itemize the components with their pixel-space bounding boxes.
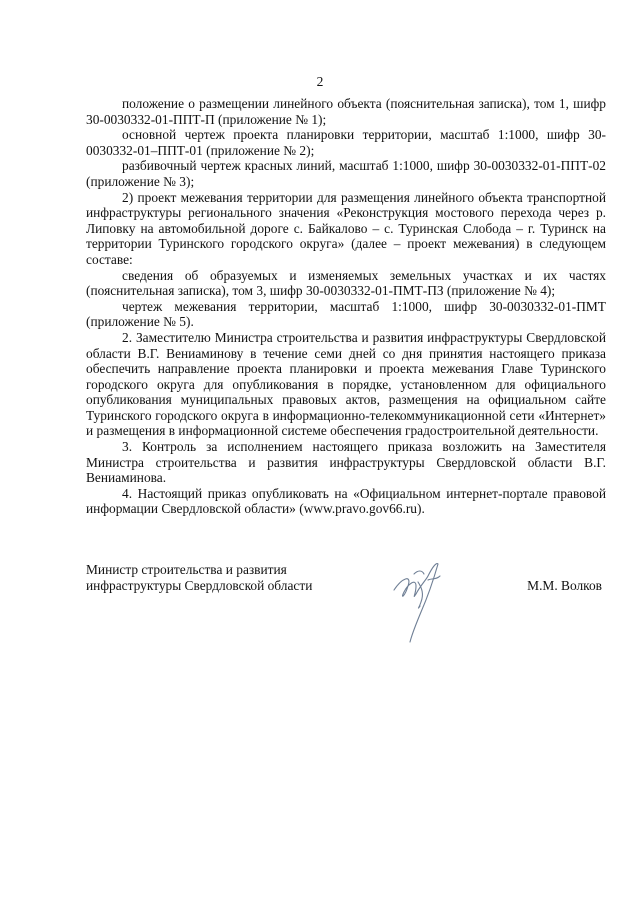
signature-block bbox=[86, 562, 606, 652]
paragraph: чертеж межевания территории, масштаб 1:1000, шифр 30-0030332-01-ПМТ (приложение № 5). bbox=[86, 298, 606, 330]
paragraph: разбивочный чертеж красных линий, масштаб 1:1000, шифр 30-0030332-01-ППТ-02 (приложение № 3); bbox=[86, 158, 606, 189]
document-body bbox=[86, 96, 606, 517]
signatory-title bbox=[86, 562, 312, 593]
paragraph: 2) проект межевания территории для размещения линейного объекта транспортной инфраструктуры регионального значения «Реконструкция мостового перехода через р. Липовку на автомобильной дороге с. Байкалово – с. Туринская Слобода – г. Туринск на территории Туринского городского округа» (далее – проект межевания) в следующем составе: bbox=[86, 189, 606, 267]
paragraph: основной чертеж проекта планировки территории, масштаб 1:1000, шифр 30-0030332-01–ППТ-01 (приложение № 2); bbox=[86, 127, 606, 158]
page-number: 2 bbox=[316, 74, 324, 89]
paragraph: 3. Контроль за исполнением настоящего приказа возложить на Заместителя Министра строительства и развития инфраструктуры Свердловской области В.Г. Вениаминова. bbox=[86, 439, 606, 486]
signatory-title-line: Министр строительства и развития bbox=[86, 562, 287, 577]
paragraph: положение о размещении линейного объекта (пояснительная записка), том 1, шифр 30-0030332-01-ППТ-П (приложение № 1); bbox=[86, 96, 606, 127]
handwritten-signature bbox=[388, 556, 450, 646]
paragraph: 2. Заместителю Министра строительства и развития инфраструктуры Свердловской области В.Г. Вениаминову в течение семи дней со дня принятия настоящего приказа обеспечить направление проекта планировки и проекта межевания Главе Туринского городского округа для опубликования в порядке, установленном для официального опубликования муниципальных правовых актов, размещения на официальном сайте Туринского городского округа в информационно-телекоммуникационной сети «Интернет» и размещения в информационной системе обеспечения градостроительной деятельности. bbox=[86, 329, 606, 439]
paragraph: сведения об образуемых и изменяемых земельных участках и их частях (пояснительная записка), том 3, шифр 30-0030332-01-ПМТ-ПЗ (приложение № 4); bbox=[86, 267, 606, 299]
signatory-name: М.М. Волков bbox=[527, 577, 602, 593]
paragraph: 4. Настоящий приказ опубликовать на «Официальном интернет-портале правовой информации Свердловской области» (www.pravo.gov66.ru). bbox=[86, 485, 606, 517]
signatory-title-line: инфраструктуры Свердловской области bbox=[86, 577, 313, 593]
